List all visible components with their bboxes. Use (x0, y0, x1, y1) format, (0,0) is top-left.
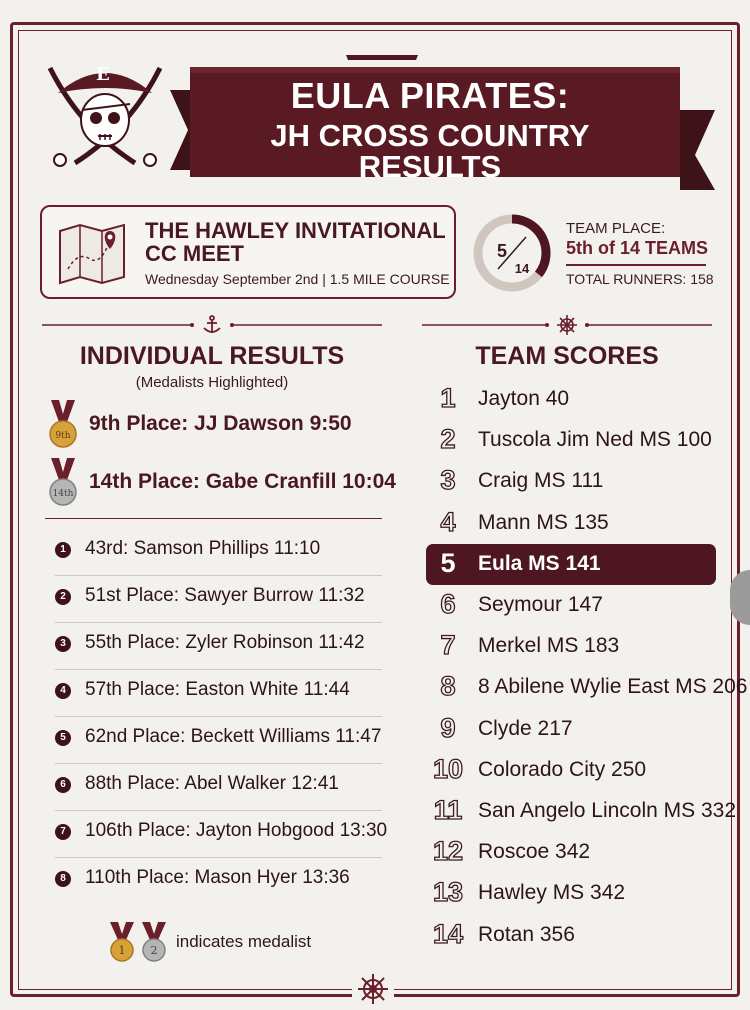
legend-badge-2: 2 (150, 944, 158, 957)
title-line-1: EULA PIRATES: (290, 75, 570, 116)
result-text: 57th Place: Easton White 11:44 (85, 679, 350, 700)
result-number-badge: 7 (55, 824, 71, 840)
individual-divider (42, 315, 382, 335)
silver-medal-icon (45, 456, 81, 506)
team-name-score: Colorado City 250 (478, 757, 647, 781)
individual-results-subtitle: (Medalists Highlighted) (135, 374, 289, 391)
team-name-score: Tuscola Jim Ned MS 100 (478, 428, 712, 452)
meet-name: THE HAWLEY INVITATIONAL CC MEET (145, 218, 446, 267)
team-name-score: San Angelo Lincoln MS 332 (478, 799, 737, 822)
team-row (426, 626, 716, 667)
list-item (55, 718, 382, 764)
medal-badge: 9th (55, 431, 71, 441)
total-runners: TOTAL RUNNERS: 158 (566, 271, 714, 287)
team-row (426, 915, 716, 956)
team-name-score: Merkel MS 183 (478, 634, 620, 658)
medalist-row (45, 456, 396, 506)
result-number-badge: 3 (55, 636, 71, 652)
team-rank: 9 (440, 712, 456, 743)
legend-text: indicates medalist (176, 932, 312, 951)
team-rank: 10 (432, 753, 464, 784)
team-row (426, 709, 716, 750)
medalist-row (45, 398, 385, 448)
team-scores-title: TEAM SCORES (475, 342, 659, 370)
team-row (426, 461, 716, 502)
result-text: 88th Place: Abel Walker 12:41 (85, 773, 339, 794)
team-row (426, 791, 737, 832)
result-text: 110th Place: Mason Hyer 13:36 (85, 867, 350, 888)
result-number-badge: 5 (55, 730, 71, 746)
team-rank: 7 (440, 630, 456, 661)
team-place-rule (566, 264, 706, 266)
team-name-score: Craig MS 111 (478, 469, 604, 493)
list-item (55, 765, 382, 811)
team-rank: 14 (432, 918, 464, 949)
team-row (426, 832, 716, 873)
legend-badge-1: 1 (118, 944, 126, 957)
team-row (426, 503, 716, 544)
team-name-score: Rotan 356 (478, 922, 575, 946)
team-place-label: TEAM PLACE: (566, 220, 666, 237)
team-name-score: Roscoe 342 (478, 840, 591, 864)
team-row (426, 873, 716, 914)
team-divider (422, 315, 712, 335)
legend-medals (106, 920, 172, 964)
team-rank: 12 (432, 836, 464, 867)
team-place-ring (472, 213, 552, 293)
result-text: 106th Place: Jayton Hobgood 13:30 (85, 820, 388, 841)
medalist-separator (45, 518, 382, 519)
team-name-score: 8 Abilene Wylie East MS 206 (478, 675, 748, 699)
result-text: 51st Place: Sawyer Burrow 11:32 (85, 585, 365, 606)
team-row (426, 379, 716, 420)
list-item (55, 530, 382, 576)
list-item (55, 812, 388, 858)
team-rank: 2 (440, 424, 456, 455)
team-row (426, 420, 716, 461)
side-scroll-tab[interactable] (730, 570, 750, 625)
list-item (55, 577, 382, 623)
meet-details: Wednesday September 2nd | 1.5 MILE COURSE (145, 271, 450, 287)
team-row-highlighted (426, 544, 716, 585)
medalist-text: 9th Place: JJ Dawson 9:50 (89, 412, 352, 435)
list-item (55, 859, 382, 905)
team-name-score: Clyde 217 (478, 716, 573, 740)
team-rank: 4 (440, 506, 456, 537)
team-name-score: Eula MS 141 (478, 551, 601, 575)
result-text: 62nd Place: Beckett Williams 11:47 (85, 726, 382, 747)
ring-place: 5 (496, 241, 508, 261)
team-name-score: Jayton 40 (478, 387, 570, 410)
ship-wheel-icon (352, 968, 394, 1010)
team-row (426, 750, 716, 791)
team-rank: 5 (440, 547, 456, 578)
team-rank: 6 (440, 589, 456, 619)
list-item (55, 624, 382, 670)
gold-medal-icon (45, 398, 81, 448)
team-name-score: Mann MS 135 (478, 510, 609, 534)
team-rank: 3 (440, 465, 456, 496)
list-item (55, 671, 382, 717)
result-number-badge: 8 (55, 871, 71, 887)
result-number-badge: 1 (55, 542, 71, 558)
logo-letter: E (96, 64, 110, 85)
ring-total: 14 (514, 261, 530, 276)
ship-wheel-icon (557, 315, 577, 335)
map-pin-icon (56, 221, 128, 285)
team-row (426, 667, 748, 708)
banner-title (200, 75, 660, 184)
result-text: 43rd: Samson Phillips 11:10 (85, 538, 321, 559)
team-rank: 11 (433, 795, 463, 825)
medal-badge: 14th (52, 489, 74, 499)
team-rank: 13 (432, 877, 464, 908)
team-place-value: 5th of 14 TEAMS (566, 238, 709, 258)
individual-results-title: INDIVIDUAL RESULTS (79, 342, 345, 370)
medalist-text: 14th Place: Gabe Cranfill 10:04 (89, 470, 396, 493)
team-name-score: Seymour 147 (478, 593, 603, 616)
anchor-icon (204, 316, 220, 333)
team-rank: 1 (440, 383, 456, 413)
result-number-badge: 2 (55, 589, 71, 605)
team-name-score: Hawley MS 342 (478, 881, 626, 905)
team-rank: 8 (440, 671, 456, 702)
result-text: 55th Place: Zyler Robinson 11:42 (85, 632, 365, 653)
result-number-badge: 4 (55, 683, 71, 699)
meet-info-card (40, 205, 456, 299)
title-line-2: JH CROSS COUNTRY RESULTS (270, 118, 590, 184)
result-number-badge: 6 (55, 777, 71, 793)
pirate-ship-flag-icon (342, 55, 422, 60)
medalist-legend (106, 920, 366, 964)
team-row (426, 585, 716, 626)
